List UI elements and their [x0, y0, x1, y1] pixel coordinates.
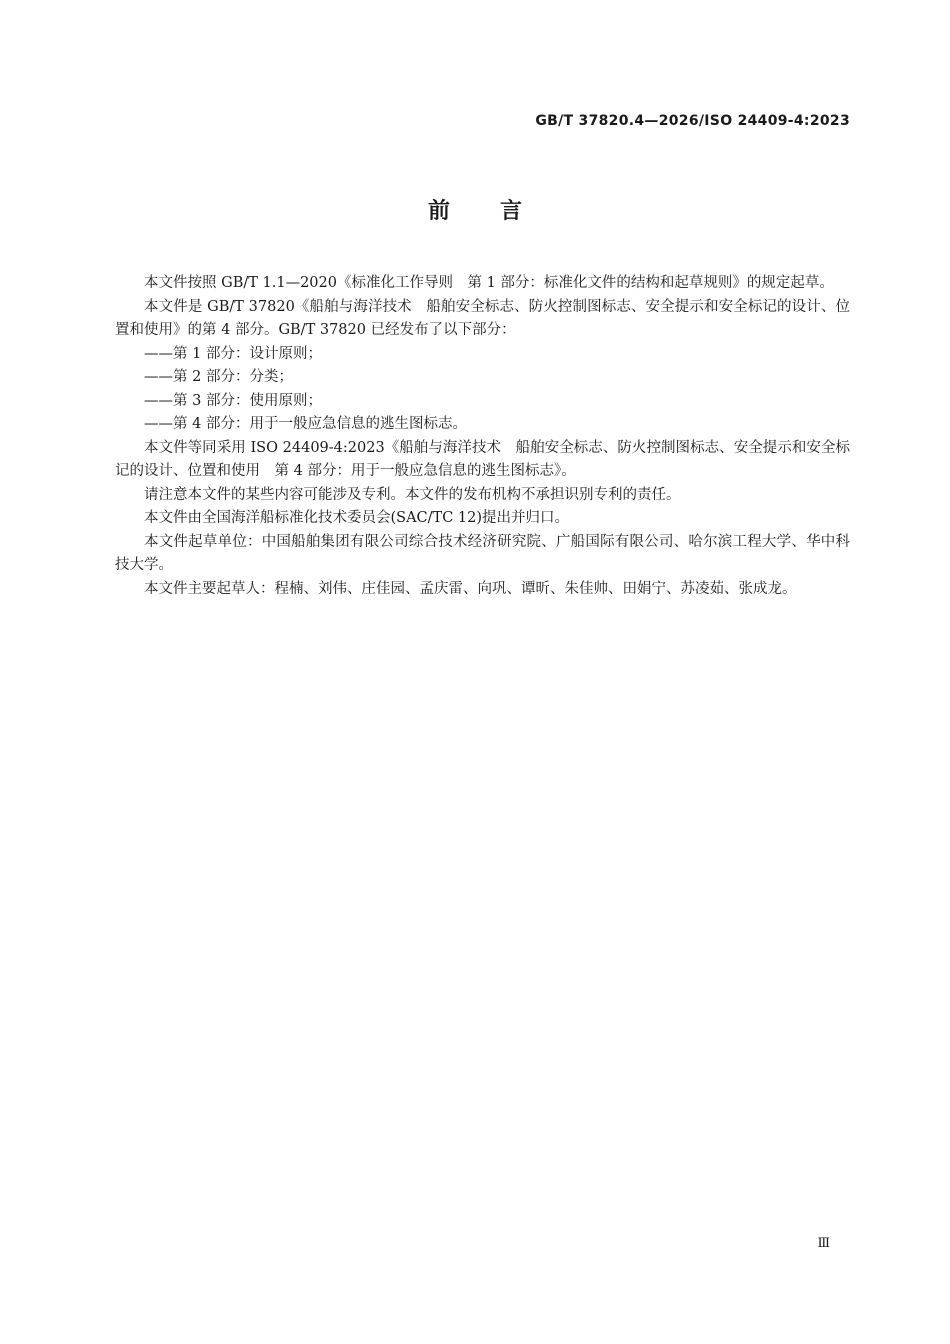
paragraph-adoption: 本文件等同采用 ISO 24409-4:2023《船舶与海洋技术 船舶安全标志、防火控制图标志、安全提示和安全标记的设计、位置和使用 第 4 部分：用于一般应急信息的逃生图标志》。: [115, 439, 850, 479]
foreword-body: [115, 272, 850, 601]
list-item-part-2: ——第 2 部分：分类；: [144, 369, 293, 385]
document-code: GB/T 37820.4—2026/ISO 24409-4:2023: [535, 113, 850, 129]
paragraph-patent-notice: 请注意本文件的某些内容可能涉及专利。本文件的发布机构不承担识别专利的责任。: [144, 486, 681, 503]
paragraph-drafting-rules: 本文件按照 GB/T 1.1—2020《标准化工作导则 第 1 部分：标准化文件的结构和起草规则》的规定起草。: [144, 275, 834, 291]
list-item-part-4: ——第 4 部分：用于一般应急信息的逃生图标志。: [144, 416, 467, 432]
paragraph-part-description: 本文件是 GB/T 37820《船舶与海洋技术 船舶安全标志、防火控制图标志、安全提示和安全标记的设计、位置和使用》的第 4 部分。GB/T 37820 已经发布了以下部分：: [115, 298, 850, 338]
paragraph-committee: 本文件由全国海洋船标准化技术委员会(SAC/TC 12)提出并归口。: [144, 510, 570, 526]
paragraph-drafters: 本文件主要起草人：程楠、刘伟、庄佳园、孟庆雷、向巩、谭昕、朱佳帅、田娟宁、苏凌茹、张成龙。: [144, 580, 797, 597]
page-title: 前言: [427, 199, 572, 224]
list-item-part-1: ——第 1 部分：设计原则；: [144, 345, 322, 362]
list-item-part-3: ——第 3 部分：使用原则；: [144, 392, 322, 409]
paragraph-drafting-organizations: 本文件起草单位：中国船舶集团有限公司综合技术经济研究院、广船国际有限公司、哈尔滨工程大学、华中科技大学。: [115, 533, 850, 573]
page-number: Ⅲ: [817, 1236, 830, 1251]
